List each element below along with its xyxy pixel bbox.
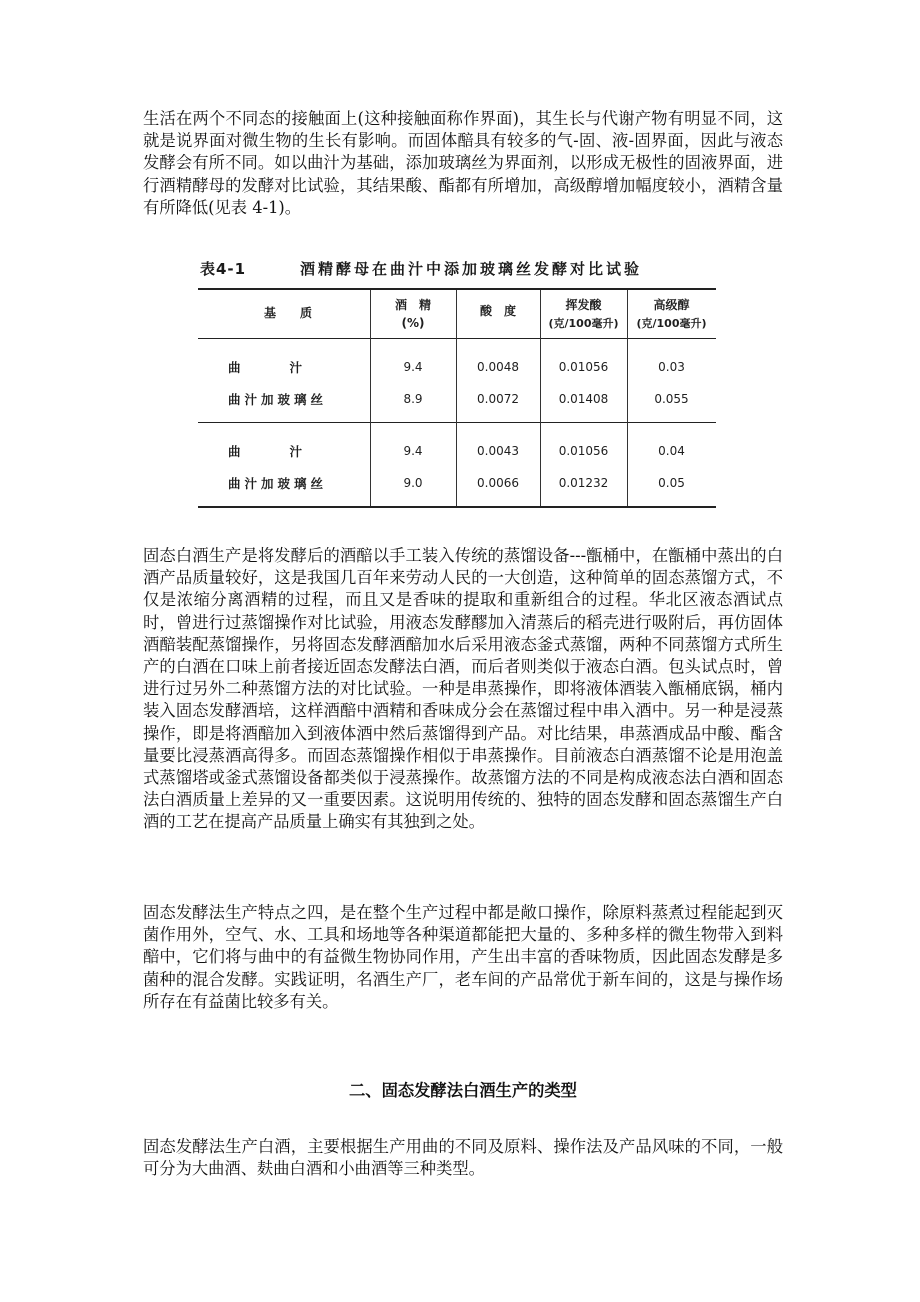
row-substrate: 曲汁加玻璃丝 <box>228 476 328 491</box>
table-caption <box>198 258 718 282</box>
header-volatile-ester-unit: (克/100毫升) <box>548 317 619 330</box>
header-higher-alcohol: 高级醇 <box>653 298 690 312</box>
cell-higher-alcohol: 0.05 <box>658 476 685 490</box>
cell-acidity: 0.0066 <box>477 476 519 490</box>
paragraph-types: 固态发酵法生产白酒，主要根据生产用曲的不同及原料、操作法及产品风味的不同，一般可分为大曲酒、麸曲白酒和小曲酒等三种类型。 <box>143 1137 783 1179</box>
cell-higher-alcohol: 0.055 <box>654 392 689 406</box>
cell-acidity: 0.0048 <box>477 360 519 374</box>
cell-ester: 0.01056 <box>558 444 609 458</box>
table-title: 酒精酵母在曲汁中添加玻璃丝发酵对比试验 <box>300 260 643 278</box>
table-number: 表4-1 <box>200 260 247 278</box>
header-acidity: 酸 度 <box>479 304 516 318</box>
table-group-rule <box>198 422 716 423</box>
cell-alcohol: 9.4 <box>403 360 423 374</box>
header-higher-alcohol-unit: (克/100毫升) <box>636 317 707 330</box>
cell-ester: 0.01408 <box>558 392 609 406</box>
table-4-1-figure <box>198 254 718 514</box>
cell-ester: 0.01232 <box>558 476 609 490</box>
cell-acidity: 0.0072 <box>477 392 519 406</box>
cell-alcohol: 9.4 <box>403 444 423 458</box>
header-substrate: 基 质 <box>263 306 312 320</box>
cell-acidity: 0.0043 <box>477 444 519 458</box>
cell-higher-alcohol: 0.04 <box>658 444 685 458</box>
section-heading: 二、固态发酵法白酒生产的类型 <box>349 1081 577 1100</box>
table-header-rule <box>198 338 716 339</box>
cell-higher-alcohol: 0.03 <box>658 360 685 374</box>
row-substrate: 曲 汁 <box>228 360 311 375</box>
row-substrate: 曲 汁 <box>228 444 311 459</box>
table-bottom-rule <box>198 506 716 508</box>
cell-alcohol: 8.9 <box>403 392 423 406</box>
paragraph-open-operation: 固态发酵法生产特点之四，是在整个生产过程中都是敞口操作，除原料蒸煮过程能起到灭菌作用外，空气、水、工具和场地等各种渠道都能把大量的、多种多样的微生物带入到料醅中，它们将与曲中的有益微生物协同作用，产生出丰富的香味物质，因此固态发酵是多菌种的混合发酵。实践证明，名酒生产厂，老车间的产品常优于新车间的，这是与操作场所存在有益菌比较多有关。 <box>143 903 783 1011</box>
cell-ester: 0.01056 <box>558 360 609 374</box>
table-top-rule <box>198 288 716 290</box>
header-alcohol: 酒 精 <box>394 298 431 312</box>
paragraph-distillation: 固态白酒生产是将发酵后的酒醅以手工装入传统的蒸馏设备---甑桶中，在甑桶中蒸出的白酒产品质量较好，这是我国几百年来劳动人民的一大创造，这种简单的固态蒸馏方式，不仅是浓缩分离酒精的过程，而且又是香味的提取和重新组合的过程。华北区液态酒试点时，曾进行过蒸馏操作对比试验，用液态发酵醪加入清蒸后的稻壳进行吸附后，再仿固体酒醅装配蒸馏操作，另将固态发酵酒醅加水后采用液态釜式蒸馏，两种不同蒸馏方式所生产的白酒在口味上前者接近固态发酵法白酒，而后者则类似于液态白酒。包头试点时，曾进行过另外二种蒸馏方法的对比试验。一种是串蒸操作，即将液体酒装入甑桶底锅，桶内装入固态发酵酒培，这样酒醅中酒精和香味成分会在蒸馏过程中串入酒中。另一种是浸蒸操作，即是将酒醅加入到液体酒中然后蒸馏得到产品。对比结果，串蒸酒成品中酸、酯含量要比浸蒸酒高得多。而固态蒸馏操作相似于串蒸操作。目前液态白酒蒸馏不论是用泡盖式蒸馏塔或釜式蒸馏设备都类似于浸蒸操作。故蒸馏方法的不同是构成液态法白酒和固态法白酒质量上差异的又一重要因素。这说明用传统的、独特的固态发酵和固态蒸馏生产白酒的工艺在提高产品质量上确实有其独到之处。 <box>143 546 783 832</box>
cell-alcohol: 9.0 <box>403 476 423 490</box>
paragraph-interface-effect: 生活在两个不同态的接触面上(这种接触面称作界面)，其生长与代谢产物有明显不同，这就是说界面对微生物的生长有影响。而固体醅具有较多的气-固、液-固界面，因此与液态发酵会有所不同。如以曲汁为基础，添加玻璃丝为界面剂，以形成无极性的固液界面，进行酒精酵母的发酵对比试验，其结果酸、酯都有所增加，高级醇增加幅度较小，酒精含量有所降低(见表 4-1)。 <box>143 109 783 217</box>
header-volatile-ester: 挥发酸 <box>565 298 602 312</box>
row-substrate: 曲汁加玻璃丝 <box>228 392 328 407</box>
header-alcohol-unit: (%) <box>401 316 425 330</box>
